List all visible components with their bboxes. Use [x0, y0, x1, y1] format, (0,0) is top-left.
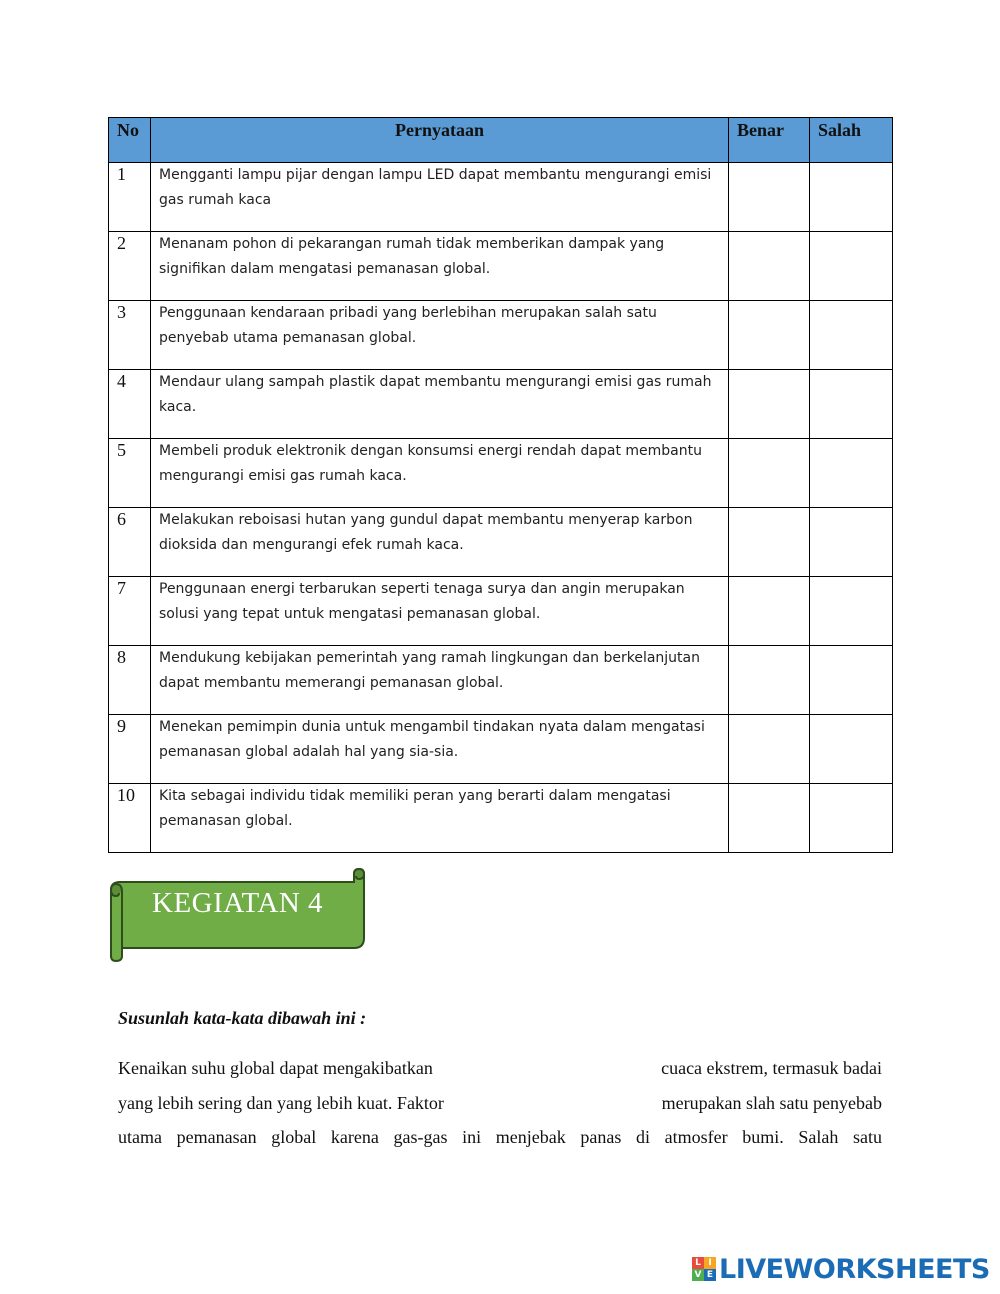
- logo-mark-icon: [692, 1257, 716, 1281]
- table-row: [109, 508, 893, 577]
- header-true: Benar: [729, 118, 810, 163]
- false-answer-cell[interactable]: [810, 715, 893, 784]
- header-false: Salah: [810, 118, 893, 163]
- activity-title: KEGIATAN 4: [152, 887, 324, 919]
- row-number: 2: [109, 232, 151, 301]
- false-answer-cell[interactable]: [810, 784, 893, 853]
- logo-mark-l: L: [692, 1257, 704, 1269]
- row-number: 7: [109, 577, 151, 646]
- false-answer-cell[interactable]: [810, 232, 893, 301]
- table-header-row: [109, 118, 893, 163]
- true-answer-cell[interactable]: [729, 301, 810, 370]
- table-row: [109, 646, 893, 715]
- true-answer-cell[interactable]: [729, 784, 810, 853]
- line1-left-text: Kenaikan suhu global dapat mengakibatkan: [118, 1058, 433, 1078]
- false-answer-cell[interactable]: [810, 301, 893, 370]
- activity-banner: [108, 868, 366, 962]
- row-number: 4: [109, 370, 151, 439]
- row-number: 3: [109, 301, 151, 370]
- false-answer-cell[interactable]: [810, 370, 893, 439]
- true-answer-cell[interactable]: [729, 232, 810, 301]
- paragraph-line-1: [118, 1058, 882, 1079]
- table-row: [109, 439, 893, 508]
- false-answer-cell[interactable]: [810, 439, 893, 508]
- table-row: [109, 163, 893, 232]
- row-statement: Mendaur ulang sampah plastik dapat membantu mengurangi emisi gas rumah kaca.: [151, 370, 729, 439]
- true-answer-cell[interactable]: [729, 646, 810, 715]
- table-row: [109, 715, 893, 784]
- row-statement: Penggunaan energi terbarukan seperti tenaga surya dan angin merupakan solusi yang tepat untuk mengatasi pemanasan global.: [151, 577, 729, 646]
- line2-right-text: merupakan slah satu penyebab: [661, 1093, 882, 1113]
- row-number: 8: [109, 646, 151, 715]
- true-answer-cell[interactable]: [729, 577, 810, 646]
- logo-mark-i: I: [704, 1257, 716, 1269]
- true-answer-cell[interactable]: [729, 715, 810, 784]
- table-row: [109, 232, 893, 301]
- blank-input-2[interactable]: [480, 1090, 639, 1118]
- true-answer-cell[interactable]: [729, 370, 810, 439]
- line1-right-text: cuaca ekstrem, termasuk badai: [661, 1058, 882, 1078]
- logo-text: LIVEWORKSHEETS: [719, 1253, 990, 1285]
- logo-mark-v: V: [692, 1269, 704, 1281]
- row-number: 1: [109, 163, 151, 232]
- row-number: 5: [109, 439, 151, 508]
- table-row: [109, 784, 893, 853]
- paragraph-line-3: utama pemanasan global karena gas-gas ini menjebak panas di atmosfer bumi. Salah satu: [118, 1127, 882, 1147]
- row-statement: Menanam pohon di pekarangan rumah tidak memberikan dampak yang signifikan dalam mengatasi pemanasan global.: [151, 232, 729, 301]
- row-statement: Mengganti lampu pijar dengan lampu LED dapat membantu mengurangi emisi gas rumah kaca: [151, 163, 729, 232]
- blank-input-1[interactable]: [468, 1055, 637, 1083]
- row-statement: Penggunaan kendaraan pribadi yang berlebihan merupakan salah satu penyebab utama pemanasan global.: [151, 301, 729, 370]
- false-answer-cell[interactable]: [810, 163, 893, 232]
- true-answer-cell[interactable]: [729, 508, 810, 577]
- false-answer-cell[interactable]: [810, 577, 893, 646]
- false-answer-cell[interactable]: [810, 508, 893, 577]
- table-row: [109, 577, 893, 646]
- row-number: 10: [109, 784, 151, 853]
- activity-instruction: Susunlah kata-kata dibawah ini :: [118, 1008, 367, 1028]
- line2-left-text: yang lebih sering dan yang lebih kuat. Faktor: [118, 1093, 444, 1113]
- true-answer-cell[interactable]: [729, 163, 810, 232]
- row-number: 9: [109, 715, 151, 784]
- row-number: 6: [109, 508, 151, 577]
- row-statement: Kita sebagai individu tidak memiliki peran yang berarti dalam mengatasi pemanasan global.: [151, 784, 729, 853]
- table-row: [109, 370, 893, 439]
- row-statement: Menekan pemimpin dunia untuk mengambil tindakan nyata dalam mengatasi pemanasan global adalah hal yang sia-sia.: [151, 715, 729, 784]
- liveworksheets-logo: [692, 1252, 990, 1286]
- paragraph-line-2: [118, 1093, 882, 1114]
- false-answer-cell[interactable]: [810, 646, 893, 715]
- header-statement: Pernyataan: [151, 118, 729, 163]
- true-answer-cell[interactable]: [729, 439, 810, 508]
- row-statement: Mendukung kebijakan pemerintah yang ramah lingkungan dan berkelanjutan dapat membantu memerangi pemanasan global.: [151, 646, 729, 715]
- header-no: No: [109, 118, 151, 163]
- table-row: [109, 301, 893, 370]
- logo-mark-e: E: [704, 1269, 716, 1281]
- row-statement: Melakukan reboisasi hutan yang gundul dapat membantu menyerap karbon dioksida dan mengurangi efek rumah kaca.: [151, 508, 729, 577]
- true-false-table: [108, 117, 893, 853]
- row-statement: Membeli produk elektronik dengan konsumsi energi rendah dapat membantu mengurangi emisi gas rumah kaca.: [151, 439, 729, 508]
